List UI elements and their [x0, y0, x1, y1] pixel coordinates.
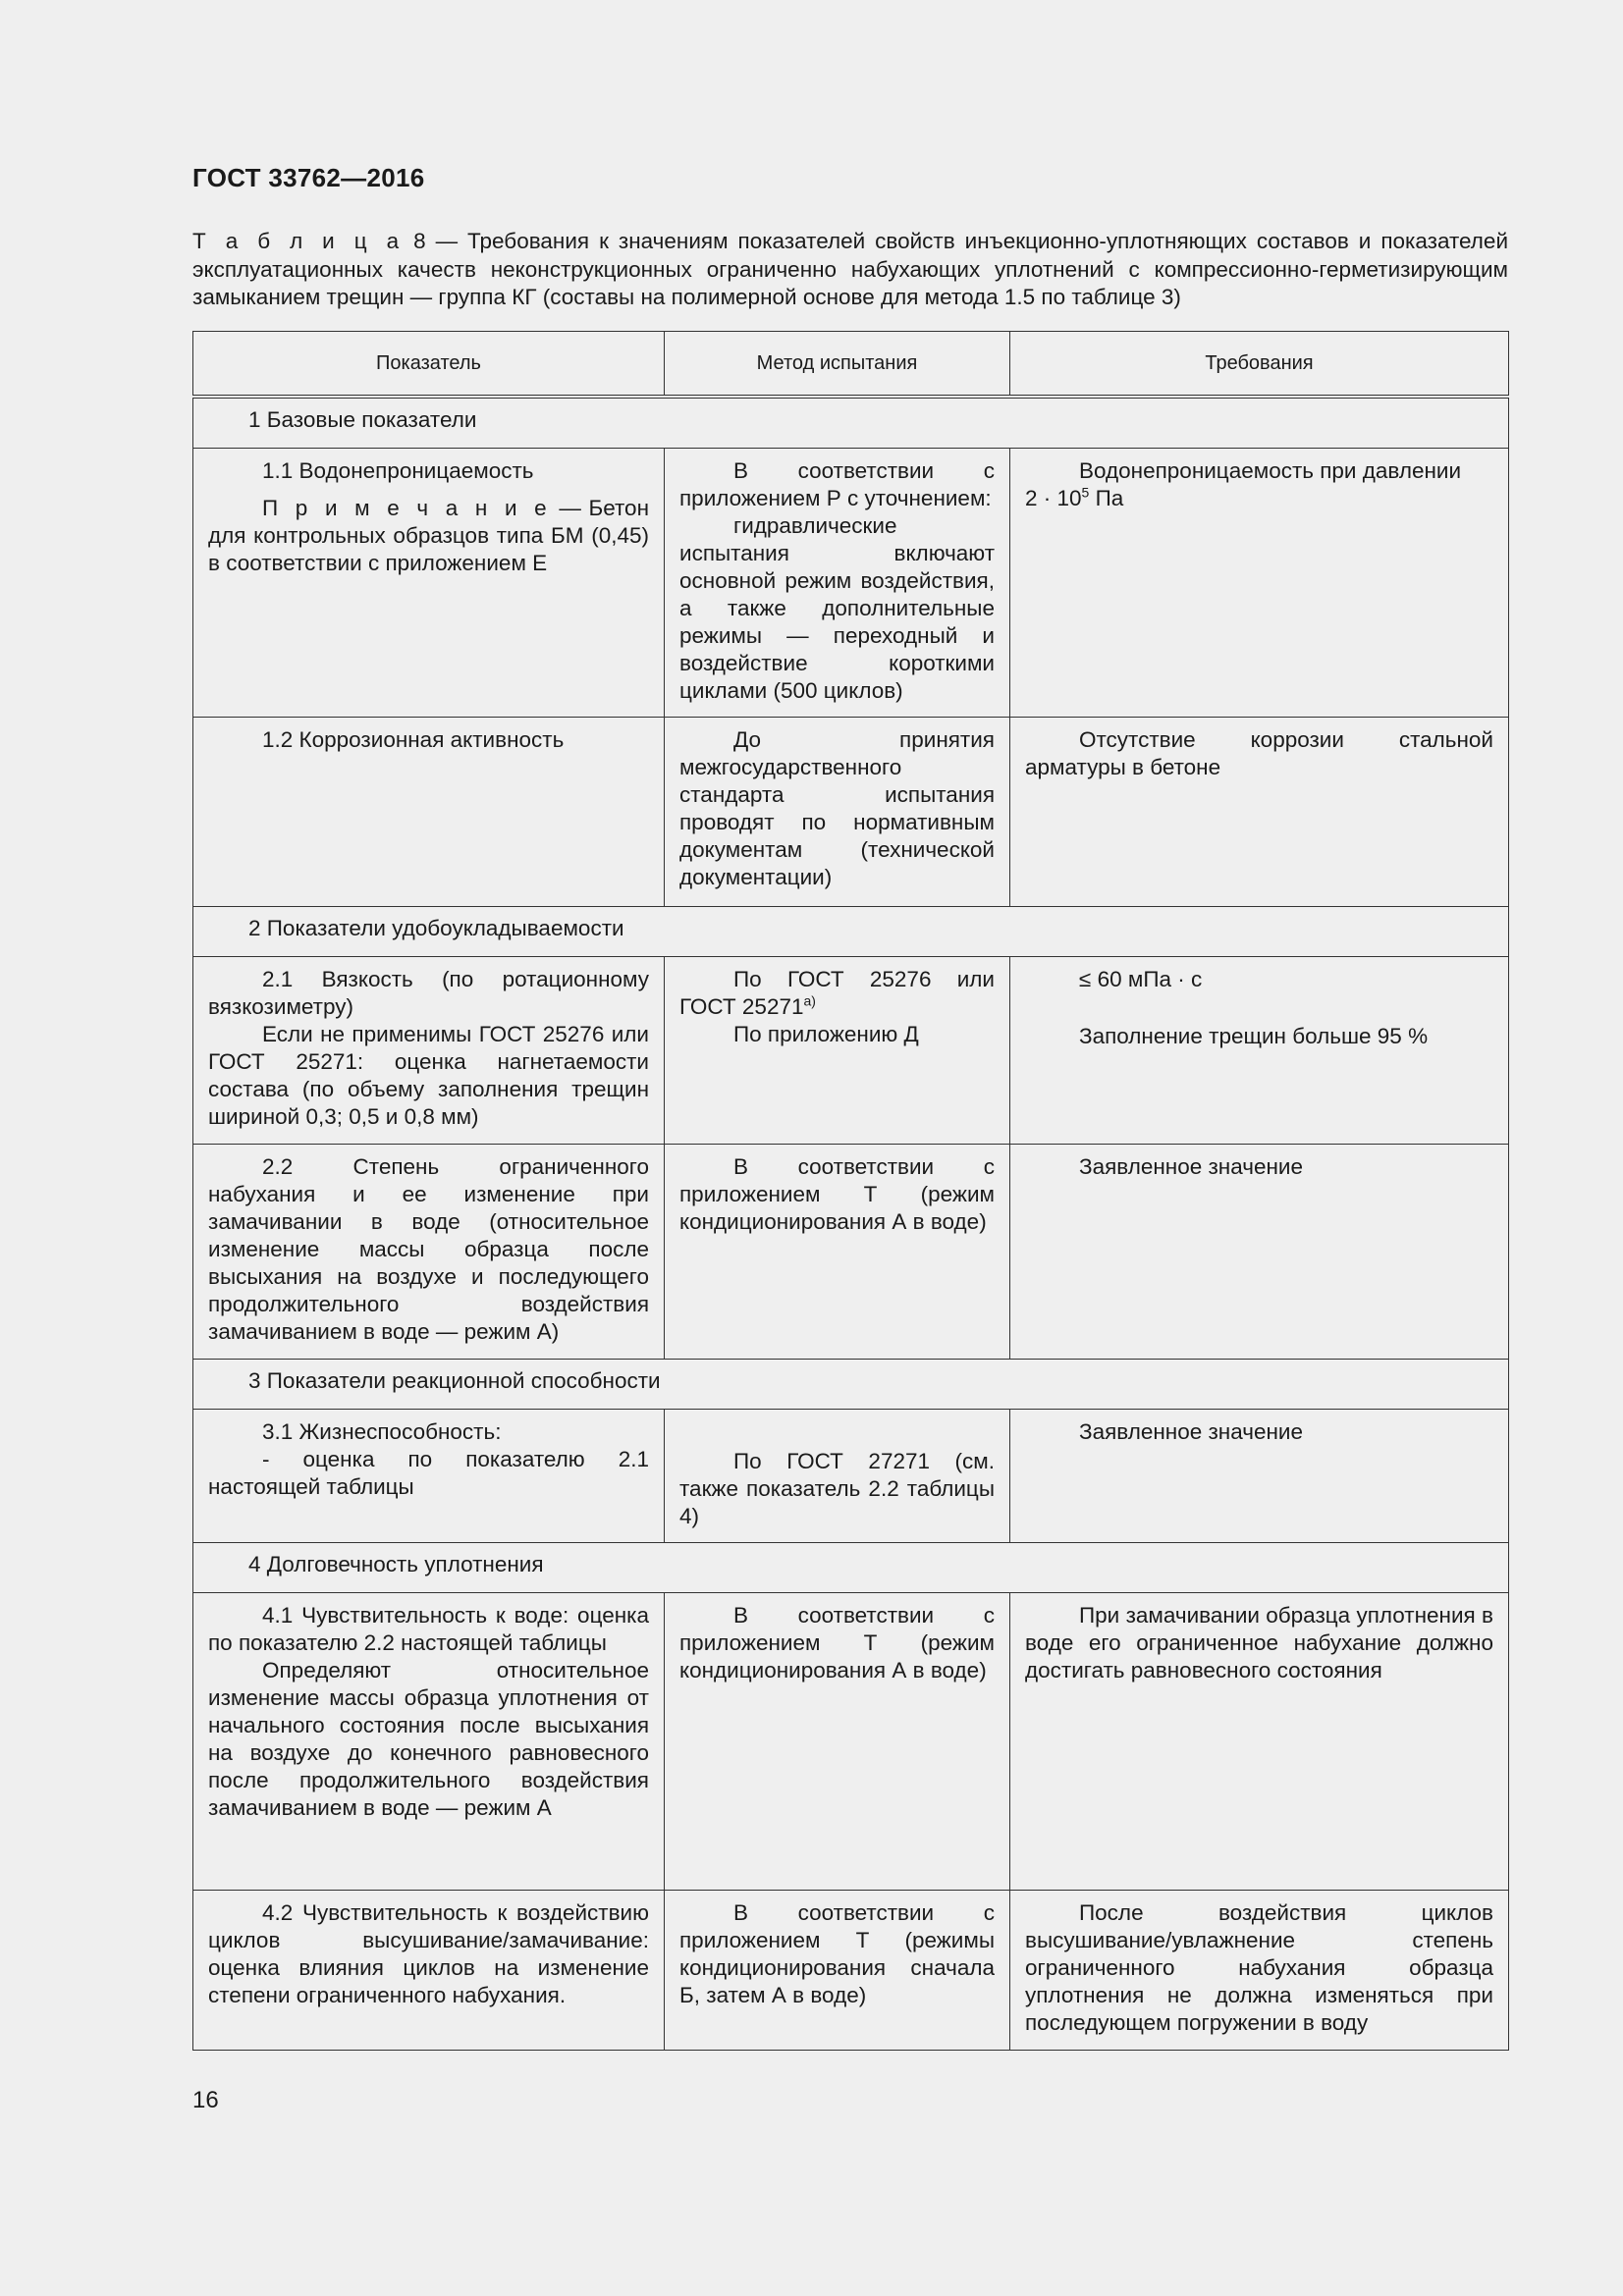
- table-caption-label: Т а б л и ц а: [192, 229, 405, 253]
- method-text: По ГОСТ 27271 (см. также показатель 2.2 таблицы 4): [679, 1449, 995, 1528]
- method-text: В соответствии с приложением Т (режим кондиционирования А в воде): [679, 1603, 995, 1682]
- requirement-text: При замачивании образца уплотнения в воде его ограниченное набухание должно достигать равновесного состояния: [1025, 1603, 1493, 1682]
- table-row: [193, 1593, 1509, 1891]
- requirement-text: Заявленное значение: [1079, 1419, 1303, 1444]
- section-title: 4 Долговечность уплотнения: [248, 1552, 544, 1576]
- requirements-table: [192, 331, 1509, 2051]
- table-row: [193, 957, 1509, 1145]
- table-caption-text: 8 — Требования к значениям показателей свойств инъекционно-уплотняющих составов и показателей эксплуатационных качеств неконструкционных ограниченно набухающих уплотнений с компрессионно-герметизирующим замыканием трещин — группа КГ (составы на полимерной основе для метода 1.5 по таблице 3): [192, 229, 1509, 309]
- requirement-part: Па: [1089, 486, 1124, 510]
- requirement-text: Отсутствие коррозии стальной арматуры в бетоне: [1025, 727, 1493, 779]
- indicator-name: 4.1 Чувствительность к воде: оценка по показателю 2.2 настоящей таблицы: [208, 1603, 649, 1655]
- section-row-workability: [193, 907, 1509, 957]
- requirement-exponent: 5: [1081, 484, 1090, 501]
- method-text: В соответствии с приложением Т (режим кондиционирования А в воде): [679, 1154, 995, 1234]
- requirement-part: Водонепроницаемость при давлении: [1079, 458, 1462, 483]
- indicator-name: 4.2 Чувствительность к воздействию циклов высушивание/замачивание: оценка влияния циклов на изменение степени ограниченного набухания.: [208, 1900, 649, 2007]
- note-text: — Бетон для контрольных образцов типа БМ (0,45) в соответствии с приложением Е: [208, 496, 649, 575]
- method-text: В соответствии с приложением Р с уточнением:: [679, 458, 995, 510]
- indicator-name: 2.2 Степень ограниченного набухания и ее изменение при замачивании в воде (относительное изменение массы образца после высыхания на воздухе и последующего продолжительного воздействия замачиванием в воде — режим А): [208, 1154, 649, 1344]
- table-row: [193, 1145, 1509, 1360]
- footnote-mark: а): [803, 992, 816, 1009]
- section-title: 1 Базовые показатели: [248, 407, 477, 432]
- requirement-text: После воздействия циклов высушивание/увлажнение степень ограниченного набухания образца уплотнения не должна изменяться при последующем погружении в воду: [1025, 1900, 1493, 2035]
- column-header-indicator: Показатель: [193, 332, 665, 398]
- requirement-text: [1025, 457, 1493, 485]
- indicator-name: 1.2 Коррозионная активность: [262, 727, 565, 752]
- indicator-name: 2.1 Вязкость (по ротационному вязкозиметру): [208, 967, 649, 1019]
- column-header-requirements: Требования: [1010, 332, 1509, 398]
- section-title: 2 Показатели удобоукладываемости: [248, 916, 624, 940]
- requirement-part: 2 · 10: [1025, 486, 1082, 510]
- method-text: В соответствии с приложением Т (режимы кондиционирования сначала Б, затем А в воде): [679, 1900, 995, 2007]
- indicator-alt: Если не применимы ГОСТ 25276 или ГОСТ 25271: оценка нагнетаемости состава (по объему заполнения трещин шириной 0,3; 0,5 и 0,8 мм): [208, 1022, 649, 1129]
- requirement-text: ≤ 60 мПа · с: [1079, 967, 1203, 991]
- note-label: П р и м е ч а н и е: [262, 496, 552, 520]
- table-row: [193, 1410, 1509, 1543]
- indicator-name: 3.1 Жизнеспособность:: [262, 1419, 502, 1444]
- section-row-reactivity: [193, 1360, 1509, 1410]
- indicator-name: 1.1 Водонепроницаемость: [262, 458, 534, 483]
- table-caption: [192, 228, 1508, 312]
- method-part: По ГОСТ 25276 или ГОСТ 25271: [679, 967, 995, 1019]
- document-code: ГОСТ 33762—2016: [192, 163, 425, 192]
- requirement-value: [1025, 485, 1493, 512]
- table-row: [193, 718, 1509, 907]
- section-row-durability: [193, 1543, 1509, 1593]
- page-number: 16: [192, 2087, 219, 2113]
- indicator-description: Определяют относительное изменение массы образца уплотнения от начального состояния после высыхания на воздухе до конечного равновесного после продолжительного воздействия замачиванием в воде — режим А: [208, 1658, 649, 1820]
- method-text-detail: гидравлические испытания включают основной режим воздействия, а также дополнительные режимы — переходный и воздействие короткими циклами (500 циклов): [679, 513, 995, 703]
- method-text: До принятия межгосударственного стандарта испытания проводят по нормативным документам (технической документации): [679, 727, 995, 889]
- column-header-method: Метод испытания: [665, 332, 1010, 398]
- requirement-text-alt: Заполнение трещин больше 95 %: [1079, 1024, 1429, 1048]
- indicator-note: [208, 495, 649, 577]
- section-title: 3 Показатели реакционной способности: [248, 1368, 661, 1393]
- requirement-text: Заявленное значение: [1079, 1154, 1303, 1179]
- indicator-subitem: - оценка по показателю 2.1 настоящей таблицы: [208, 1447, 649, 1499]
- method-text: [679, 966, 995, 1021]
- table-header-row: [193, 332, 1509, 398]
- table-row: [193, 449, 1509, 718]
- section-row-basic: [193, 397, 1509, 449]
- table-row: [193, 1891, 1509, 2051]
- method-text-alt: По приложению Д: [733, 1022, 919, 1046]
